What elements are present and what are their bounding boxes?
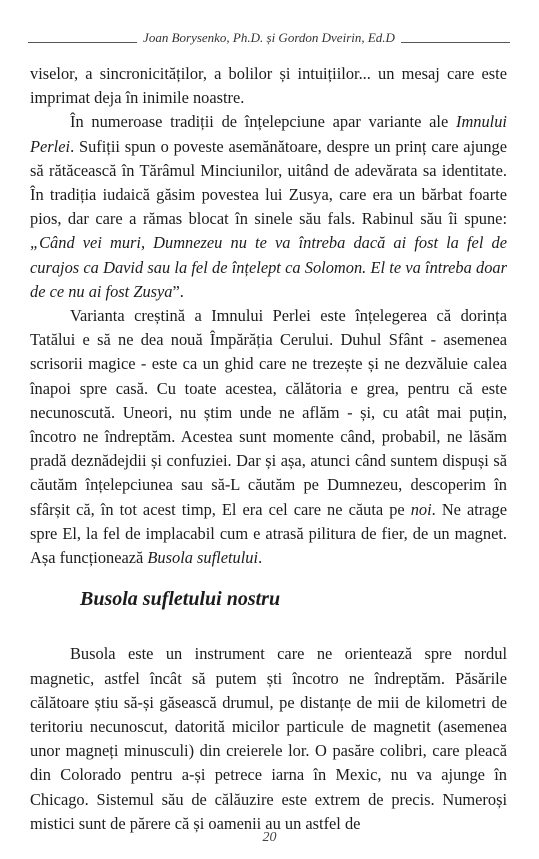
paragraph-2-text-b: . Sufiții spun o poveste asemănătoare, despre un prinț care ajunge să rătăcească în Tărâmul Minciunilor, uitând de adevărata sa identitate. În tradiția iudaică găsim povestea lui Zusya, care era un bărbat foarte pios, dar care a rămas blocat în sinele său fals. Rabinul său îi spune: xyxy=(30,136,507,229)
paragraph-3-text-c: . xyxy=(258,548,263,568)
paragraph-3 xyxy=(30,304,507,570)
running-head-rule-left xyxy=(28,42,137,43)
paragraph-2-text-a: În numeroase tradiții de înțelepciune apar variante ale xyxy=(70,112,456,132)
paragraph-3-text-b: . Ne atrage spre El, la fel de implacabil cum e atrasă pilitura de fier, de un magnet. Așa funcționează xyxy=(30,499,508,568)
paragraph-1 xyxy=(30,62,507,110)
running-head-text: Joan Borysenko, Ph.D. și Gordon Dveirin, Ed.D xyxy=(143,30,395,45)
paragraph-3-text-a: Varianta creștină a Imnului Perlei este înțelegerea că dorința Tatălui e să ne dea nouă Împărăția Cerului. Duhul Sfânt - asemenea scrisorii magice - este ca un ghid care ne trezește și ne dezvăluie calea înapoi spre casă. Cu toate acestea, călătoria e grea, pentru că este necunoscută. Uneori, nu știm unde ne aflăm - și, cu atât mai puțin, încotro ne îndreptăm. Acestea sunt momente când, probabil, ne lăsăm pradă deznădejdii și confuziei. Dar și așa, atunci când suntem dispuși să căutăm înțelepciunea sau să-L căutăm pe Dumnezeu, descoperim în sfârșit că, în tot acest timp, El era cel care ne căuta pe xyxy=(30,306,507,519)
paragraph-3-italic-busola: Busola sufletului xyxy=(147,548,259,568)
paragraph-2-text-c: ”. xyxy=(172,281,184,301)
running-head xyxy=(28,30,510,46)
page-number: 20 xyxy=(262,830,277,845)
running-head-rule-right xyxy=(401,42,510,43)
section-heading: Busola sufletului nostru xyxy=(80,588,281,610)
paragraph-4: Busola este un instrument care ne orientează spre nordul magnetic, astfel încât să putem ști încotro ne îndreptăm. Păsările călătoare știu să-și găsească drumul, pe distanțe de mii de kilometri de teritoriu necunoscut, datorită micilor particule de magnetit (asemenea unor magneți minusculi) din creierele lor. O pasăre colibri, care pleacă din Colorado pentru a-și petrece iarna în Mexic, nu va ajunge în Chicago. Sistemul său de călăuzire este extrem de precis. Numeroși mistici sunt de părere că și oamenii au un astfel de xyxy=(30,644,507,833)
paragraph-3-italic-noi: noi xyxy=(410,499,432,519)
section-body-text xyxy=(30,626,507,852)
paragraph-2 xyxy=(30,110,507,304)
paragraph-2-italic-quote: „Când vei muri, Dumnezeu nu te va întreba dacă ai fost la fel de curajos ca David sau la fel de înțelept ca Solomon. El te va întreba doar de ce nu ai fost Zusya xyxy=(30,233,507,301)
paragraph-2-italic-title: Imnului Perlei xyxy=(30,112,507,156)
paragraph-1-text: viselor, a sincronicităților, a bolilor și intuițiilor... un mesaj care este imprimat deja în inimile noastre. xyxy=(30,64,507,108)
body-text xyxy=(30,62,507,570)
